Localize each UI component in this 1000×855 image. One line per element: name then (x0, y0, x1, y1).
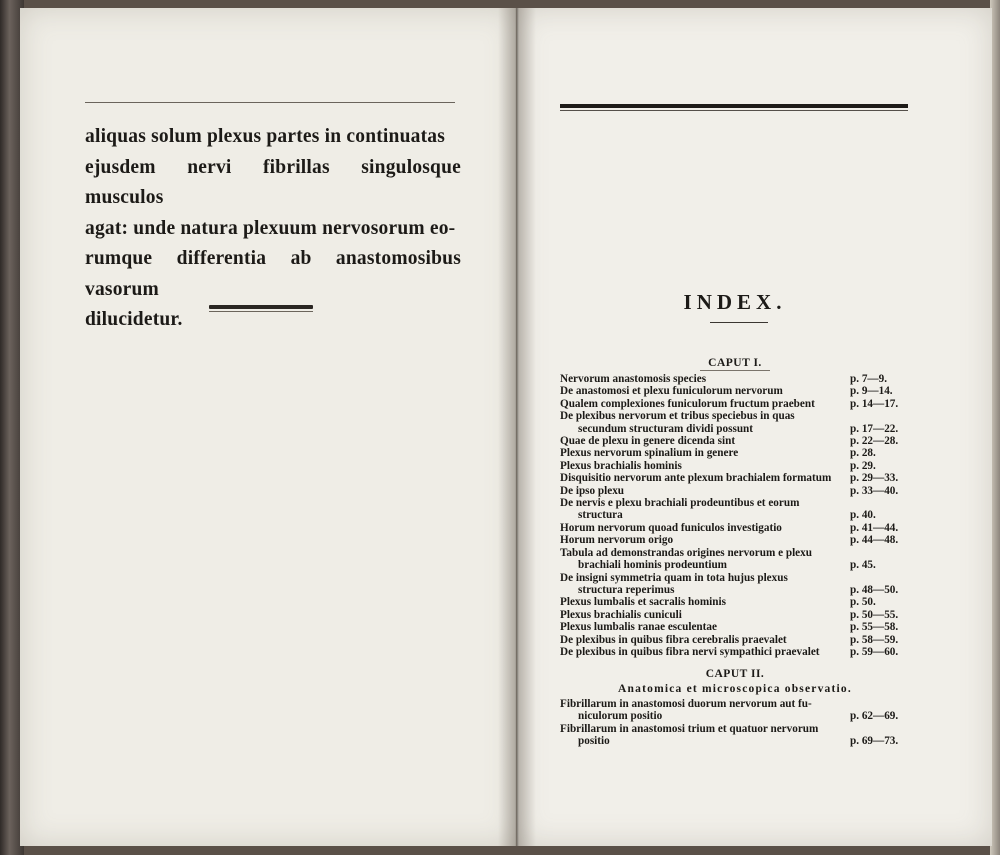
index-entry-title (560, 460, 850, 472)
index-entry (560, 698, 912, 723)
index-entry (560, 621, 912, 633)
paragraph-line: agat: unde natura plexuum nervosorum eo- (85, 217, 456, 239)
index-title-rule (710, 322, 768, 323)
right-page-top-rule (560, 104, 908, 108)
index-entry-line: Nervorum anastomosis species (560, 373, 707, 385)
index-entry-line: positio (578, 735, 610, 748)
index-entry (560, 485, 912, 497)
index-entry-pages: p. 48—50. (850, 583, 899, 596)
index-entry-pages: p. 28. (850, 447, 876, 460)
index-entry-pages: p. 50. (850, 596, 876, 609)
index-entry-title (560, 435, 850, 447)
index-entry-pages: p. 17—22. (850, 422, 899, 435)
index-entry-line: De plexibus in quibus fibra cerebralis praevalet (560, 633, 787, 646)
paragraph-line: aliquas solum plexus partes in continuatas (85, 126, 446, 147)
index-entry-pages: p. 29—33. (850, 472, 899, 485)
index-entry-line: Qualem complexiones funiculorum fructum praebent (560, 397, 815, 410)
index-entry (560, 497, 912, 522)
index-entry (560, 522, 912, 534)
paragraph-line: rumque differentia ab anastomosibus vasorum (85, 248, 461, 300)
index-entry-line: Fibrillarum in anastomosi duorum nervorum aut fu- (560, 698, 812, 710)
index-entry-pages: p. 22—28. (850, 435, 899, 448)
index-entry-line: De ipso plexu (560, 484, 625, 497)
caput-2-heading: CAPUT II. (705, 668, 765, 680)
index-entry-line: De anastomosi et plexu funiculorum nervorum (560, 385, 783, 398)
index-entry-line: De insigni symmetria quam in tota hujus plexus (560, 571, 788, 584)
index-entry-line: De nervis e plexu brachiali prodeuntibus et eorum (560, 497, 800, 510)
index-entry-pages: p. 62—69. (850, 710, 899, 723)
index-entry-pages: p. 29. (850, 459, 876, 472)
index-entry-pages: p. 55—58. (850, 621, 899, 634)
index-entry (560, 385, 912, 397)
index-entry-line: brachiali hominis prodeuntium (578, 559, 727, 572)
ornamental-rule (209, 305, 313, 309)
index-entry-title (560, 373, 850, 385)
index-entry-line: Tabula ad demonstrandas origines nervorum e plexu (560, 546, 812, 559)
index-entry-line: Horum nervorum origo (560, 534, 674, 547)
index-entry (560, 398, 912, 410)
index-entry-pages: p. 45. (850, 559, 876, 572)
index-entry (560, 547, 912, 572)
index-entry-pages: p. 58—59. (850, 633, 899, 646)
index-entry (560, 534, 912, 546)
index-entry-title (560, 410, 850, 435)
index-entry-line: structura (578, 509, 623, 522)
left-page-top-rule (85, 102, 455, 103)
index-entry-line: secundum structuram dividi possunt (578, 422, 753, 435)
index-entry-line: De plexibus in quibus fibra nervi sympathici praevalet (560, 645, 820, 658)
paragraph-line: ejusdem nervi fibrillas singulosque musculos (85, 156, 461, 208)
index-entry-title (560, 596, 850, 608)
caput-1-heading: CAPUT I. (708, 357, 762, 369)
index-entry-pages: p. 59—60. (850, 645, 899, 658)
index-entry (560, 435, 912, 447)
index-entry-line: Fibrillarum in anastomosi trium et quatuor nervorum (560, 722, 819, 735)
index-entry (560, 646, 912, 658)
index-entry-line: Quae de plexu in genere dicenda sint (560, 435, 736, 448)
caput-2-entries (560, 698, 912, 748)
index-entry-pages: p. 50—55. (850, 608, 899, 621)
index-entry-pages: p. 7—9. (850, 373, 887, 385)
index-entry-title (560, 497, 850, 522)
index-entry-title (560, 534, 850, 546)
index-entry (560, 447, 912, 459)
index-entry-title (560, 472, 850, 484)
index-entry-title (560, 485, 850, 497)
index-entry-title (560, 634, 850, 646)
index-entry-title (560, 522, 850, 534)
index-entry (560, 460, 912, 472)
index-entry-title (560, 723, 850, 748)
index-entry-pages: p. 14—17. (850, 397, 899, 410)
index-entry-title (560, 572, 850, 597)
index-entry-line: Plexus lumbalis et sacralis hominis (560, 596, 726, 609)
index-entry-line: Plexus lumbalis ranae esculentae (560, 621, 717, 634)
index-entry-line: niculorum positio (578, 710, 663, 723)
index-entry-pages: p. 41—44. (850, 521, 899, 534)
index-entry-title (560, 398, 850, 410)
index-entry-pages: p. 69—73. (850, 735, 899, 748)
index-entry-pages: p. 44—48. (850, 534, 899, 547)
index-entry (560, 410, 912, 435)
index-entry-title (560, 385, 850, 397)
index-entry-pages: p. 33—40. (850, 484, 899, 497)
index-entry-pages: p. 40. (850, 509, 876, 522)
index-entry (560, 723, 912, 748)
index-entry-line: Plexus brachialis cuniculi (560, 608, 682, 621)
caput-1-entries (560, 373, 912, 658)
index-entry-line: Disquisitio nervorum ante plexum brachialem formatum (560, 472, 832, 485)
caput-2-subheading: Anatomica et microscopica observatio. (618, 683, 852, 695)
index-entry-line: De plexibus nervorum et tribus speciebus in quas (560, 410, 795, 423)
index-entry (560, 634, 912, 646)
index-entry (560, 472, 912, 484)
index-entry-title (560, 646, 850, 658)
paragraph-line: dilucidetur. (85, 309, 183, 330)
index-entry-line: Plexus brachialis hominis (560, 459, 682, 472)
index-entry-pages: p. 9—14. (850, 385, 893, 398)
index-entry (560, 572, 912, 597)
index-entry-line: Horum nervorum quoad funiculos investigatio (560, 521, 782, 534)
index-entry-line: Plexus nervorum spinalium in genere (560, 447, 739, 460)
index-entry (560, 609, 912, 621)
index-entry-line: structura reperimus (578, 583, 675, 596)
index-entry-title (560, 447, 850, 459)
index-entry (560, 373, 912, 385)
caput-1-rule (700, 370, 770, 371)
left-page-paragraph (85, 122, 461, 336)
index-entry-title (560, 547, 850, 572)
index-entry-title (560, 621, 850, 633)
index-entry-title (560, 609, 850, 621)
index-entry-title (560, 698, 850, 723)
index-title: INDEX. (683, 290, 787, 314)
index-entry (560, 596, 912, 608)
